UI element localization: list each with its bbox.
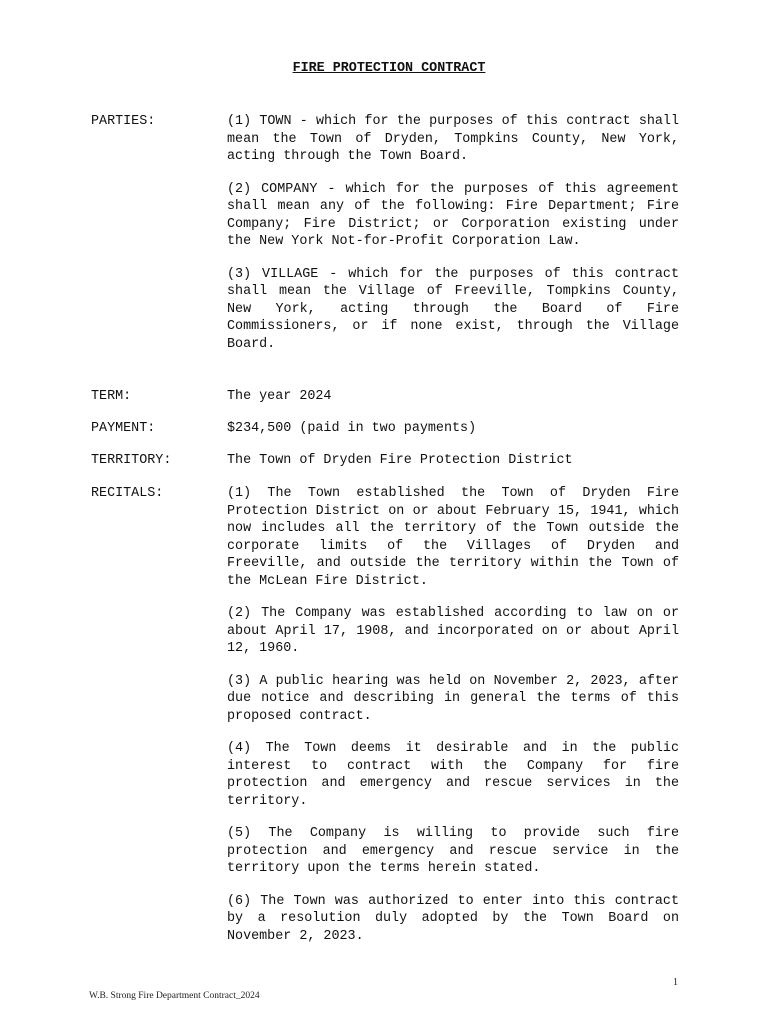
payment-content <box>227 420 679 438</box>
recitals-paragraph-6: (6) The Town was authorized to enter into this contract by a resolution duly adopted by the Town Board on November 2, 2023. <box>227 893 679 944</box>
payment-label: PAYMENT: <box>91 421 156 436</box>
parties-paragraph-3: (3) VILLAGE - which for the purposes of this contract shall mean the Village of Freeville, Tompkins County, New York, acting through the Board of Fire Commissioners, or if none exist, through the Village Board. <box>227 266 679 352</box>
parties-label: PARTIES: <box>91 114 156 129</box>
recitals-paragraph-3: (3) A public hearing was held on November 2, 2023, after due notice and describing in general the terms of this proposed contract. <box>227 673 679 724</box>
page-number: 1 <box>673 977 678 988</box>
recitals-paragraph-1: (1) The Town established the Town of Dryden Fire Protection District on or about February 15, 1941, which now includes all the territory of the Town outside the corporate limits of the Villages of Dryden and Freeville, and outside the territory within the Town of the McLean Fire District. <box>227 486 679 589</box>
territory-content <box>227 452 679 470</box>
recitals-paragraph-4: (4) The Town deems it desirable and in the public interest to contract with the Company for fire protection and emergency and rescue services in the territory. <box>227 741 679 809</box>
payment-value: $234,500 (paid in two payments) <box>227 421 477 436</box>
parties-paragraph-1: (1) TOWN - which for the purposes of this contract shall mean the Town of Dryden, Tompkins County, New York, acting through the Town Board. <box>227 114 679 164</box>
document-title: FIRE PROTECTION CONTRACT <box>292 61 486 76</box>
recitals-paragraph-2: (2) The Company was established according to law on or about April 17, 1908, and incorporated on or about April 12, 1960. <box>227 606 679 656</box>
parties-content <box>227 113 679 368</box>
parties-paragraph-2: (2) COMPANY - which for the purposes of this agreement shall mean any of the following: Fire Department; Fire Company; Fire District; or Corporation existing under the New York Not-for-Profit Corporation Law. <box>227 181 679 249</box>
footer-document-name: W.B. Strong Fire Department Contract_2024 <box>89 991 260 1001</box>
territory-label: TERRITORY: <box>91 453 172 468</box>
recitals-content <box>227 485 679 960</box>
term-value: The year 2024 <box>227 389 332 404</box>
recitals-paragraph-5: (5) The Company is willing to provide such fire protection and emergency and rescue service in the territory upon the terms herein stated. <box>227 826 679 876</box>
recitals-label: RECITALS: <box>91 486 164 501</box>
term-label: TERM: <box>91 389 132 404</box>
term-content <box>227 388 679 406</box>
territory-value: The Town of Dryden Fire Protection District <box>227 453 573 468</box>
